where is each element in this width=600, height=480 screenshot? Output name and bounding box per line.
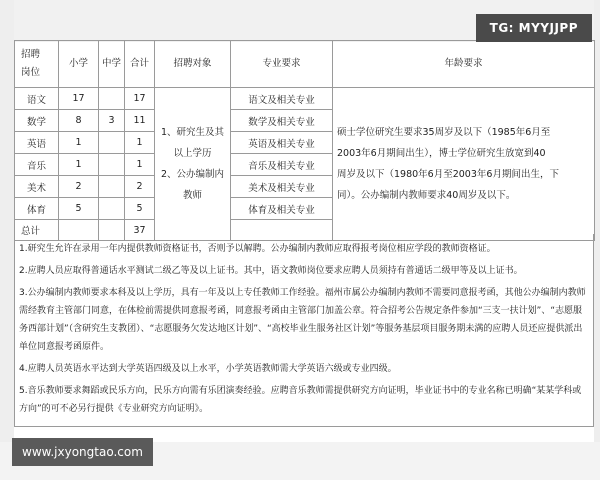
middle-cell	[99, 88, 125, 110]
major-cell: 美术及相关专业	[231, 176, 333, 198]
header-age: 年龄要求	[333, 41, 595, 88]
major-cell: 音乐及相关专业	[231, 154, 333, 176]
table-header-row	[15, 41, 595, 88]
watermark-bottom: www.jxyongtao.com	[12, 438, 153, 466]
major-cell: 英语及相关专业	[231, 132, 333, 154]
note-item: 5.音乐教师要求舞蹈或民乐方向，民乐方向需有乐团演奏经验。应聘音乐教师需提供研究方向证明，毕业证书中的专业名称已明确“某某学科或方向”的可不必另行提供《专业研究方向证明》。	[19, 386, 582, 414]
header-target: 招聘对象	[155, 41, 231, 88]
summary-total: 37	[125, 220, 155, 241]
total-cell: 1	[125, 154, 155, 176]
post-cell: 体育	[15, 198, 59, 220]
total-cell: 5	[125, 198, 155, 220]
major-cell: 数学及相关专业	[231, 110, 333, 132]
watermark-top: TG: MYYJJPP	[476, 14, 592, 42]
post-cell: 英语	[15, 132, 59, 154]
major-cell: 语文及相关专业	[231, 88, 333, 110]
total-cell: 2	[125, 176, 155, 198]
header-post-line-1: 招聘	[21, 49, 41, 60]
table-row	[15, 88, 595, 110]
notes-section	[14, 234, 594, 427]
age-line: 硕士学位研究生要求35周岁及以下（1985年6月至	[337, 127, 551, 138]
target-line: 1、研究生及其	[160, 127, 225, 138]
summary-label: 总计	[15, 220, 59, 241]
age-cell	[333, 88, 595, 241]
header-total: 合计	[125, 41, 155, 88]
primary-cell: 2	[59, 176, 99, 198]
age-line: 2003年6月期间出生），博士学位研究生放宽到40	[337, 148, 546, 159]
primary-cell: 8	[59, 110, 99, 132]
header-post	[15, 41, 59, 88]
major-cell: 体育及相关专业	[231, 198, 333, 220]
total-cell: 17	[125, 88, 155, 110]
middle-cell	[99, 198, 125, 220]
middle-cell	[99, 154, 125, 176]
primary-cell: 1	[59, 132, 99, 154]
recruitment-table	[14, 40, 595, 241]
total-cell: 1	[125, 132, 155, 154]
middle-cell	[99, 176, 125, 198]
middle-cell	[99, 132, 125, 154]
note-item: 1.研究生允许在录用一年内提供教师资格证书，否则予以解聘。公办编制内教师应取得报考岗位相应学段的教师资格证。	[19, 244, 496, 254]
target-line: 教师	[182, 190, 202, 201]
header-major: 专业要求	[231, 41, 333, 88]
total-cell: 11	[125, 110, 155, 132]
header-post-line-2: 岗位	[21, 67, 41, 78]
target-line: 以上学历	[173, 148, 212, 159]
note-item: 3.公办编制内教师要求本科及以上学历，具有一年及以上专任教师工作经验。福州市属公办编制内教师不需要同意报考函，其他公办编制内教师需经教育主管部门同意，在体检前需提供同意报考函，同意报考函由主管部门加盖公章。符合招考公告规定条件参加“三支一扶计划”、“志愿服务西部计划”（含研究生支教团）、“志愿服务欠发达地区计划”、“高校毕业生服务社区计划”等服务基层项目服务期未满的应聘人员还应提供派出单位同意报考函原件。	[19, 288, 586, 352]
primary-cell: 1	[59, 154, 99, 176]
header-primary: 小学	[59, 41, 99, 88]
primary-cell: 17	[59, 88, 99, 110]
post-cell: 音乐	[15, 154, 59, 176]
target-cell	[155, 88, 231, 241]
age-line: 周岁及以下（1980年6月至2003年6月期间出生，下	[337, 169, 559, 180]
post-cell: 美术	[15, 176, 59, 198]
header-middle: 中学	[99, 41, 125, 88]
post-cell: 数学	[15, 110, 59, 132]
target-line: 2、公办编制内	[160, 169, 225, 180]
primary-cell: 5	[59, 198, 99, 220]
middle-cell: 3	[99, 110, 125, 132]
age-line: 同）。公办编制内教师要求40周岁及以下。	[337, 190, 516, 201]
post-cell: 语文	[15, 88, 59, 110]
note-item: 2.应聘人员应取得普通话水平测试二级乙等及以上证书。其中，语文教师岗位要求应聘人员须持有普通话二级甲等及以上证书。	[19, 266, 523, 276]
left-margin	[0, 0, 14, 480]
note-item: 4.应聘人员英语水平达到大学英语四级及以上水平，小学英语教师需大学英语六级或专业四级。	[19, 364, 397, 374]
